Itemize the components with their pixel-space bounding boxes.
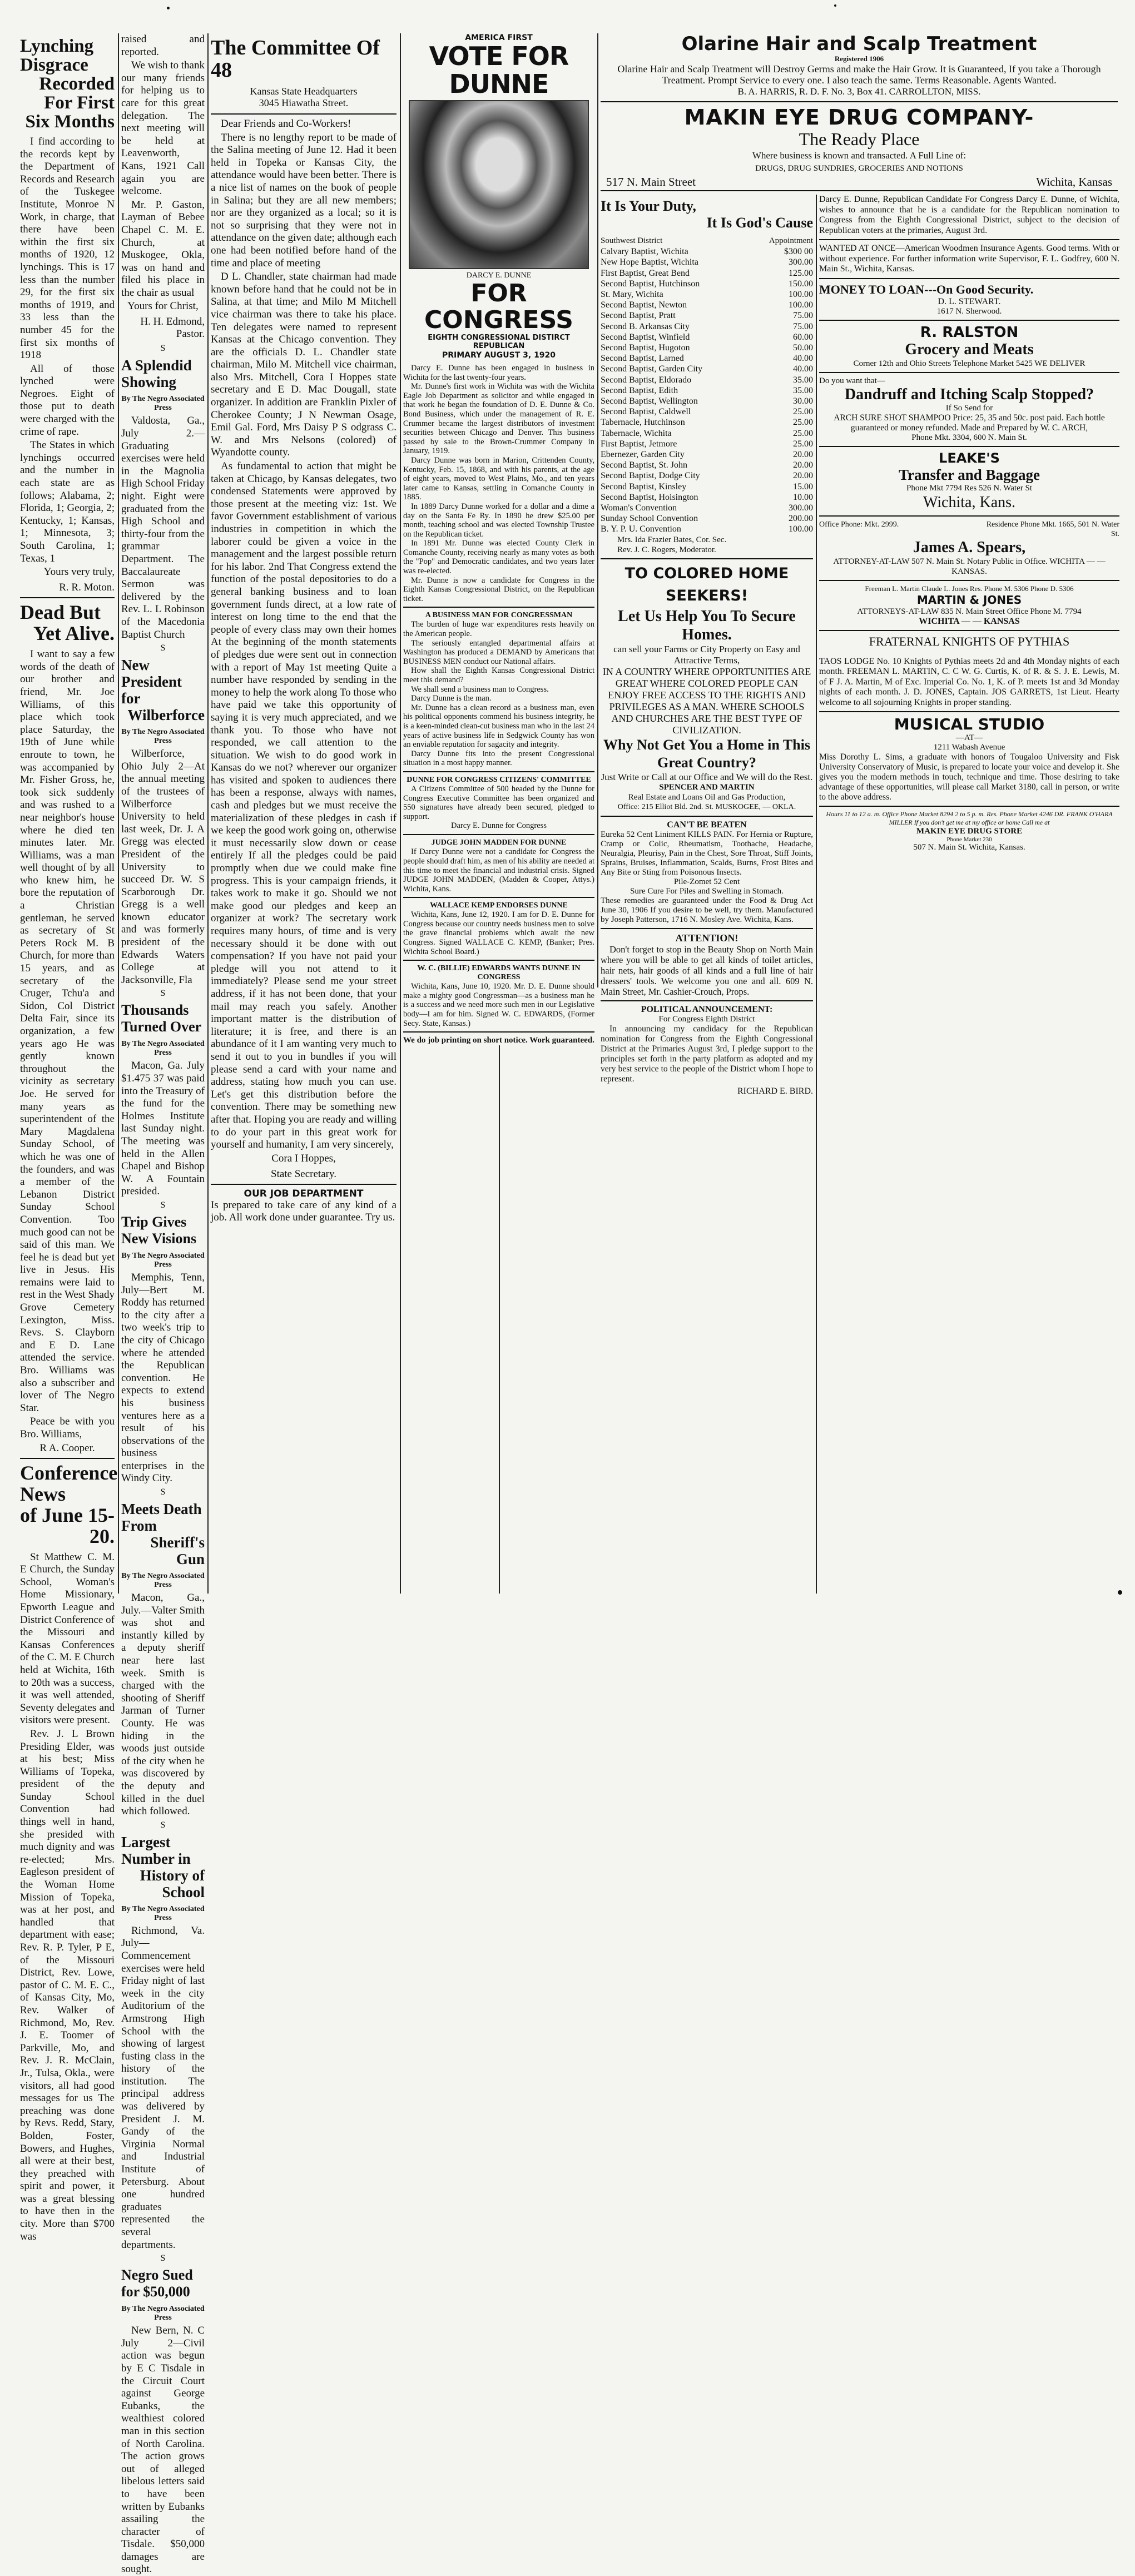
paragraph: A Citizens Committee of 500 headed by the Dunne for Congress Executive Committee has been organized and 550 signatures have already been secured, pledged to support.	[403, 784, 594, 821]
list-item	[601, 385, 813, 396]
list-item	[601, 257, 813, 267]
amount: 25.00	[793, 407, 813, 417]
divider	[819, 278, 1119, 279]
olarine-text: Olarine Hair and Scalp Treatment will Destroy Germs and make the Hair Grow. It is Guaranteed, If you take a Thorough Treatment. Prompt Service to every one. I also teach the same. Terms Reasonable. Agents Wanted.	[617, 63, 1101, 86]
church-name: Second Baptist, Caldwell	[601, 407, 691, 417]
divider	[819, 515, 1119, 517]
political-text: In announcing my candidacy for the Republican nomination for Congress from the Eighth Congressional District at the Primaries August 3rd, I pledge support to the principles set forth in the party platform as adopted and my very best service to the people of the District whom I hope to represent.	[601, 1024, 813, 1084]
ad-title: It Is Your Duty, It Is God's Cause	[601, 198, 813, 231]
paragraph: Valdosta, Ga., July 2.—Graduating exercises were held in the Magnolia High School Friday night. Eight were graduated from the High School and thirty-four from the grammar Department. The Baccalaureate Sermon was delivered by the Rev. L. L Robinson of the Macedonia Baptist Church	[121, 415, 205, 641]
divider	[403, 960, 594, 961]
dandruff-send: If So Send for	[945, 403, 993, 413]
makin-line: DRUGS, DRUG SUNDRIES, GROCERIES AND NOTIONS	[755, 164, 963, 173]
church-name: Second Baptist, Wellington	[601, 396, 698, 406]
spencer-office: Office: 215 Elliot Bld. 2nd. St. MUSKOGEE, — OKLA.	[617, 802, 796, 811]
church-name: Second Baptist, Hutchinson	[601, 279, 700, 289]
list-header: Southwest District Appointment	[601, 236, 813, 245]
dunne-announcement: Darcy E. Dunne, Republican Candidate For Congress Darcy E. Dunne, of Wichita, wishes to announce that he is a candidate for the Republican nomination to Congress from the Eighth Congressional District, subject to the decision of Republican voters at the primaries, August 3rd.	[819, 195, 1119, 235]
amount: 300.00	[789, 503, 813, 513]
miller-phone: Phone Market 230	[946, 836, 992, 843]
church-name: Tabernacle, Wichita	[601, 428, 672, 438]
appointment-list	[601, 246, 813, 534]
colored-home-p1: can sell your Farms or City Property on Easy and Attractive Terms,	[613, 643, 800, 666]
separator: S	[160, 1200, 166, 1210]
byline: By The Negro Associated Press	[121, 395, 205, 413]
paragraph: I find according to the records kept by the Department of Records and Research of the Tuskegee Institute, Monroe N Work, in charge, that there have been within the first six months of 1920, 12 lynchings. This is 17 less than the number 29, for the first six months of 1919, and 33 less than the number 45 for the first six months of 1918	[20, 136, 115, 361]
dandruff-text: ARCH SURE SHOT SHAMPOO Price: 25, 35 and 50c. post paid. Each bottle guaranteed or money refunded. Made and Prepared by W. C. ARCH,	[834, 413, 1105, 433]
signature: Darcy E. Dunne for Congress	[451, 821, 547, 831]
makin-title: MAKIN EYE DRUG COMPANY-	[684, 105, 1034, 130]
church-name: First Baptist, Great Bend	[601, 268, 690, 278]
amount: 20.00	[793, 471, 813, 481]
signature: RICHARD E. BIRD.	[737, 1086, 813, 1096]
amount: 30.00	[793, 396, 813, 406]
dunne-bio: Darcy E. Dunne has been engaged in business in Wichita for the last twenty-four years. Mr. Dunne's first work in Wichita was with the Wichita Eagle Job Department as solicitor and while engaged in that work he began the foundation of D. E. Dunne & Co. Bond Business, which under the management of R. E. Crummer became the largest distributors of investment securities between Chicago and Denver. This business passed by sale to the Brown-Crummer Company in January, 1919. Darcy Dunne was born in Marion, Crittenden County, Kentucky, Feb. 15, 1868, and with his parents, at the age of eight years, moved to West Plains, Mo., and ten years later came to Kansas, settling in Comanche County in 1885. In 1889 Darcy Dunne worked for a dollar and a dime a day on the Santa Fe Ry. In 1890 he drew $25.00 per month, teaching school and was elected Township Trustee on the Republican ticket. In 1891 Mr. Dunne was elected County Clerk in Comanche County, receiving nearly as many votes as both the "Pop" and Democratic candidates, and two years later was re-elected. Mr. Dunne is now a candidate for Congress in the Eighth Kansas Congressional District, on the Republican ticket.	[403, 364, 594, 603]
amount: 15.00	[793, 482, 813, 492]
article-title: Lynching Disgrace Recorded For First Six Months	[20, 36, 115, 132]
byline: By The Negro Associated Press	[121, 1904, 205, 1922]
list-item	[601, 332, 813, 343]
section-title: WALLACE KEMP ENDORSES DUNNE	[430, 901, 568, 910]
divider	[819, 580, 1119, 581]
paragraph: We wish to thank our many friends for helping us to care for this great delegation. The next meeting will be held at Leavenworth, Kans, 1921 Call again you are welcome.	[121, 59, 205, 197]
pile-text: Sure Cure For Piles and Swelling in Stomach.	[630, 886, 784, 896]
church-name: Second Baptist, St. John	[601, 460, 688, 470]
paragraph: D L. Chandler, state chairman had made known before hand that he could not be in Salina, at that time; and Milo M Mitchell vice chairman was there to take his place. Ten delegates were named to represent Kansas at the Chicago convention. They are the officials D. L. Chandler state chairman, Milo M. Mitchell vice chairman, also Mrs. Mitchell, Cora I Hoppes state secretary and E D. Mac Dougall, state organizer. In addition are Franklin Pixler of Cherokee County; J N Newman Osage, Emil Gal. Ford, Mrs Daisy P S odgrass C. W. and Mrs Nelsons (colored) of Wyandotte county.	[211, 271, 396, 459]
amount: 20.00	[793, 450, 813, 460]
list-item	[601, 321, 813, 332]
miller-text: Hours 11 to 12 a. m. Office Phone Market 8294 2 to 5 p. m. Res. Phone Market 4246 DR. FRANK O'HARA MILLER If you don't get me at my office or home Call me at	[826, 810, 1113, 826]
pile-title: Pile-Zomet 52 Cent	[673, 877, 740, 886]
paragraph: New Bern, N. C July 2—Civil action was begun by E C Tisdale in the Circuit Court against George Eubanks, the wealthiest colored man in this section of North Carolina. The action grows out of alleged libelous letters said to have been written by Eubanks assailing the character of Tisdale. $50,000 damages are sought.	[121, 2325, 205, 2575]
article-dead-but-alive	[20, 602, 115, 1454]
amount: 35.00	[793, 375, 813, 385]
paragraph: raised and reported.	[121, 33, 205, 58]
job-printing-ad: We do job printing on short notice. Work guaranteed.	[403, 1036, 594, 1045]
martin-text: ATTORNEYS-AT-LAW 835 N. Main Street Office Phone M. 7794	[857, 607, 1082, 616]
paragraph: Wilberforce, Ohio July 2—At the annual meeting of the trustees of Wilberforce University to held last week, Dr. J. A Gregg was elected President of the University to succeed Dr. W. S Scarborough Dr. Gregg is a well known educator and was formerly president of the Edwards Waters College at Jacksonville, Fla	[121, 748, 205, 986]
byline: By The Negro Associated Press	[121, 1572, 205, 1590]
column-5	[601, 195, 813, 1599]
church-name: Second Baptist, Hoisington	[601, 492, 698, 502]
divider	[601, 558, 813, 559]
paragraph: There is no lengthy report to be made of the Salina meeting of June 12. Had it been held in Topeka or Kansas City, the attendance would have been better. There is a nice list of names on the book of people in Salina; but they are all new members; nor are they organized as a local; so it is not so surprising that they were not in attendance on the given date; although each one had been notified before hand of the time and place of meeting	[211, 131, 396, 269]
divider	[819, 320, 1119, 321]
vote-headline: VOTE FOR DUNNE	[429, 41, 569, 99]
print-speck	[167, 7, 170, 9]
list-item	[601, 279, 813, 289]
amount: 25.00	[793, 428, 813, 438]
amount: 20.00	[793, 460, 813, 470]
political-sub: For Congress Eighth District	[658, 1014, 755, 1024]
makin-address-row: 517 N. Main Street Wichita, Kansas	[606, 175, 1112, 188]
article-title: A Splendid Showing	[121, 357, 192, 391]
amount: 60.00	[793, 332, 813, 342]
ralston-sub: Grocery and Meats	[905, 340, 1034, 358]
divider	[403, 897, 594, 898]
list-item	[601, 503, 813, 513]
list-item	[601, 343, 813, 353]
candidate-portrait	[409, 100, 589, 269]
divider	[211, 1184, 396, 1185]
article-title: Largest Number in History of School	[121, 1833, 205, 1900]
divider	[403, 607, 594, 608]
spears-title: James A. Spears,	[913, 538, 1026, 556]
paragraph: As fundamental to action that might be taken at Chicago, by Kansas delegates, two condensed Statements were approved by those present at the meeting viz: 1st. We favor Government establishment of various industries in competition in which the laborer could be given a voice in the management and the largest possible return for his labor. 2nd That Congress extend the function of the postal depositories to do a general banking business and to loan government funds direct, at a low rate of interest on long time to the end that the people of every class may own their homes At the beginning of the month statements of pledges due were sent out in connection with a report of May 1st meeting Quite a number have responded by sending in the money to help the work along To those who have paid we take this opportunity of saying it is very much appreciated, and we thank you. To those who have not responded, we call attention to the situation. We wish to do good work in Kansas do we not? wherever our organizer has visited and spoken to audiences there has been a response, always with names, cash and pledges but we must receive the materialization of these pledges in cash if we keep the good work going on, otherwise it must necessarily slow down or cease entirely If all the pledges could be paid promptly when due we could make fine progress. This is your campaign friends, it takes work to make it go. Should we not make good our pledges and keep an organizer at work? The secretary work requires many hours, of time and is very necessary should it be done with out compensation? If you have not paid your pledge will you not attend to it immediately? Please send me your street address, if it has not been done, that your mail may reach you safely. Another important matter is the distribution of literature; it is free, and there is an abundance of it I am wanting very much to send it out to you in bundles if you will please send a card with your name and address, stating how much you can use. Let's get this distribution before the convention. There may be something new after that. Hoping you are ready and willing to do your part in this great work for yourself and humanity, I am very sincerely,	[211, 460, 396, 1151]
column-2	[121, 33, 205, 2575]
kp-title: FRATERNAL KNIGHTS OF PYTHIAS	[869, 634, 1070, 648]
spears-phones: Office Phone: Mkt. 2999. Residence Phone Mkt. 1665, 501 N. Water St.	[819, 520, 1119, 538]
list-footer: Rev. J. C. Rogers, Moderator.	[617, 545, 716, 554]
ralston-title: R. RALSTON	[920, 324, 1019, 341]
music-text: Miss Dorothy L. Sims, a graduate with honors of Tougaloo University and Fisk University Conservatory of Music, is prepared to locate your voice and develop it. She gives you the modern methods in touch, technique and time. Those desiring to take advantage of these opportunities, will please call Market 3180, call in person, or write to the above address.	[819, 752, 1119, 802]
amount: $300 00	[784, 247, 813, 257]
article-title: Dead But Yet Alive.	[20, 601, 115, 645]
list-item	[601, 492, 813, 503]
dandruff-title: Dandruff and Itching Scalp Stopped?	[844, 385, 1094, 403]
list-item	[601, 460, 813, 470]
leake-city: Wichita, Kans.	[923, 493, 1016, 511]
paragraph: Wichita, Kans, June 10, 1920. Mr. D. E. Dunne should make a mighty good Congressman—as a business man he is a success and we need more such men in our Legislative body—I am for him. Signed W. C. EDWARDS, (Former Secy. State, Kansas.)	[403, 982, 594, 1028]
separator: S	[160, 643, 166, 653]
job-department-text: Is prepared to take care of any kind of a job. All work done under guarantee. Try us.	[211, 1199, 396, 1224]
signature: R. R. Moton.	[59, 582, 115, 594]
church-name: Tabernacle, Hutchinson	[601, 418, 685, 428]
church-name: Second Baptist, Dodge City	[601, 471, 700, 481]
church-name: Second Baptist, Kinsley	[601, 482, 687, 492]
article-title: New President for Wilberforce	[121, 657, 205, 724]
divider	[601, 1000, 813, 1001]
portrait-caption: DARCY E. DUNNE	[466, 271, 532, 280]
ad-title: CAN'T BE BEATEN	[667, 820, 747, 830]
attention-text: Don't forget to stop in the Beauty Shop on North Main where you will be able to get all kinds of toilet articles, hair nets, hair goods of all kinds and a full line of hair dressers' tools. We welcome you one and all. 609 N. Main Street, Mr. Cashier-Crouch, Props.	[601, 944, 813, 997]
list-item	[601, 364, 813, 374]
church-name: Sunday School Convention	[601, 514, 698, 524]
column-rule	[207, 33, 209, 1594]
paragraph: I want to say a few words of the death of our brother and friend, Mr. Joe Williams, of this place which took place Saturday, the 19th of June while enroute to town, he was accompanied by Mr. Fisher Gross, he, took sick suddenly and was rushed to a near neighbor's house where he died ten minutes later. Mr. Williams, was a man well thought of by all who knew him, he bore the reputation of a Christian gentleman, he served as secretary of St Peters Rock M. B Church, for more than 15 years, and as secretary of the Cruger, Tchu'a and Sidon, Col District Delta Fair, since its organization, a few years ago He was gently known throughout the vicinity as secretary Joe. He served for many years as superintendent of the Mary Magdalena Sunday School, of which he was one of the founders, and was a member of the Lebanon District Sunday School Convention. Too much good can not be said of this man. We feel he is dead but yet live in Jesus. His remains were laid to rest in the West Shady Grove Cemetery Lexington, Miss. Revs. S. Clayborn and E D. Lane attended the service. Bro. Williams was also a subscriber and lover of The Negro Star.	[20, 648, 115, 1414]
paragraph: Mr. P. Gaston, Layman of Bebee Chapel C. M. E. Church, at Muskogee, Okla, was on hand and filed his place in the chair as usual	[121, 198, 205, 299]
colored-home-p2: Just Write or Call at our Office and We will do the Rest.	[601, 771, 813, 782]
church-name: Second Baptist, Larned	[601, 354, 684, 364]
column-rule	[118, 33, 119, 1594]
separator: S	[160, 1820, 166, 1830]
church-name: Second Baptist, Hugoton	[601, 343, 690, 353]
list-item	[601, 482, 813, 492]
amount: 100.00	[789, 300, 813, 310]
signature: H. H. Edmond, Pastor.	[140, 316, 205, 340]
colored-home-question: Why Not Get You a Home in This Great Country?	[603, 736, 810, 771]
church-name: Second Baptist, Newton	[601, 300, 687, 310]
spears-text: ATTORNEY-AT-LAW 507 N. Main St. Notary Public in Office. WICHITA — — KANSAS.	[833, 557, 1106, 576]
ralston-text: Corner 12th and Ohio Streets Telephone Market 5425 WE DELIVER	[853, 359, 1086, 368]
amount: 40.00	[793, 354, 813, 364]
list-item	[601, 268, 813, 279]
signature: R A. Cooper.	[39, 1442, 95, 1454]
list-item	[601, 310, 813, 321]
paragraph: Memphis, Tenn, July—Bert M. Roddy has returned to the city after a two week's trip to the city of Chicago where he attended the Republican convention. He expects to extend his business ventures here as a result of his observations of the business enterprises in the Windy City.	[121, 1271, 205, 1485]
amount: 100.00	[789, 290, 813, 300]
divider	[403, 1031, 594, 1033]
dandruff-pre: Do you want that—	[819, 376, 885, 385]
amount: 200.00	[789, 514, 813, 524]
divider	[819, 806, 1119, 807]
article-title: Negro Sued for $50,000	[121, 2267, 193, 2300]
byline: By The Negro Associated Press	[121, 728, 205, 746]
district: EIGHTH CONGRESSIONAL DISTIRCT REPUBLICAN	[428, 334, 570, 350]
leake-sub: Transfer and Baggage	[898, 466, 1040, 483]
article-title: Thousands Turned Over	[121, 1002, 202, 1035]
list-item	[601, 417, 813, 428]
paragraph: Richmond, Va. July—Commencement exercises were held Friday night of last week in the city Auditorium of the Armstrong High School with the showing of largest fusting class in the history of the institution. The principal address was delivered by President J. M. Gandy of the Virginia Normal and Industrial Institute of Petersburg. About one hundred graduates represented the several departments.	[121, 1924, 205, 2251]
paragraph: Dear Friends and Co-Workers!	[221, 118, 351, 130]
congress-headline: FOR CONGRESS	[424, 279, 573, 334]
divider	[20, 597, 115, 598]
article-title: Conference News of June 15-20.	[20, 1461, 118, 1547]
list-item	[601, 246, 813, 257]
print-speck	[834, 4, 836, 7]
miller-address: 507 N. Main St. Wichita, Kansas.	[913, 843, 1025, 852]
article-title: Meets Death From Sheriff's Gun	[121, 1501, 205, 1568]
section-title: W. C. (BILLIE) EDWARDS WANTS DUNNE IN CONGRESS	[417, 964, 581, 982]
column-6	[819, 195, 1119, 1599]
amount: 35.00	[793, 385, 813, 395]
column-rule	[400, 33, 401, 1594]
section-title: A BUSINESS MAN FOR CONGRESSMAN	[425, 611, 573, 620]
address: Kansas State Headquarters	[250, 86, 358, 97]
signature: Yours very truly,	[43, 566, 115, 578]
amount: 125.00	[789, 268, 813, 278]
martin-city: WICHITA — — KANSAS	[919, 616, 1020, 626]
amount: 100.00	[789, 524, 813, 534]
divider	[819, 239, 1119, 240]
signature: 1617 N. Sherwood.	[936, 306, 1002, 316]
amount: 25.00	[793, 418, 813, 428]
separator: S	[160, 1487, 166, 1497]
signature: Yours for Christ,	[127, 300, 199, 312]
amount: 40.00	[793, 364, 813, 374]
separator: S	[160, 2254, 166, 2264]
church-name: Second B. Arkansas City	[601, 321, 690, 331]
slogan: AMERICA FIRST	[465, 33, 533, 42]
leake-phone: Phone Mkt 7794 Res 526 N. Water St	[906, 483, 1032, 493]
list-item	[601, 375, 813, 385]
separator: S	[160, 344, 166, 354]
divider	[211, 113, 396, 115]
makin-text: Where business is known and transacted. A Full Line of:	[752, 150, 967, 161]
colored-home-title: TO COLORED HOME SEEKERS!	[625, 564, 789, 604]
church-name: First Baptist, Jetmore	[601, 439, 677, 449]
column-rule	[597, 33, 598, 987]
divider	[601, 928, 813, 929]
paragraph: If Darcy Dunne were not a candidate for Congress the people should draft him, as men of his ability are needed at this time to meet the financial and industrial crisis. Signed JUDGE JOHN MADDEN, (Madden & Cooper, Attys.) Wichita, Kans.	[403, 847, 594, 894]
music-at: —AT—	[955, 733, 983, 742]
list-item	[601, 406, 813, 417]
article-lynching	[20, 37, 115, 594]
amount: 25.00	[793, 439, 813, 449]
paragraph: Rev. J. L Brown Presiding Elder, was at his best; Miss Williams of Topeka, president of the Sunday School Convention had things well in hand, she presided with much dignity and was re-elected; Mrs. Eagleson president of the Woman Home Mission of Topeka, was at her post, and handled that department with ease; Rev. R. P. Tyler, P E, of the Missouri District, Rev. Lowe, pastor of C. M. E. C., of Kansas City, Mo, Rev. Walker of Richmond, Mo, Rev. J. E. Toomer of Parkville, Mo, and Rev. J. R. McClain, Jr., Tulsa, Okla., were visitors, all had good messages for us The preaching was done by Revs. Redd, Stary, Bolden, Foster, Bowers, and Hughes, all were at their best, they preached with spirit and power, it was a great blessing to have then in the city. More than $700 was	[20, 1728, 115, 2242]
divider	[819, 711, 1119, 712]
divider	[819, 630, 1119, 631]
divider	[403, 834, 594, 835]
column-3	[211, 33, 396, 1599]
church-name: Woman's Convention	[601, 503, 677, 513]
church-name: B. Y. P. U. Convention	[601, 524, 681, 534]
spencer-martin: SPENCER AND MARTIN	[659, 782, 755, 792]
byline: By The Negro Associated Press	[121, 2305, 205, 2322]
list-footer: Mrs. Ida Frazier Bates, Cor. Sec.	[617, 535, 727, 544]
list-item	[601, 470, 813, 481]
amount: 10.00	[793, 492, 813, 502]
paragraph: Peace be with you Bro. Williams,	[20, 1416, 115, 1440]
list-item	[601, 300, 813, 310]
divider	[819, 446, 1119, 447]
paragraph: Macon, Ga. July $1.475 37 was paid into the Treasury of the fund for the Holmes Institute last Sunday night. The meeting was held in the Allen Chapel and Bishop W. A Fountain presided.	[121, 1060, 205, 1198]
music-address: 1211 Wabash Avenue	[933, 743, 1005, 752]
colored-home-sub: Let Us Help You To Secure Homes.	[618, 607, 796, 643]
article-title: Trip Gives New Visions	[121, 1213, 197, 1247]
divider	[403, 771, 594, 772]
ad-title: ATTENTION!	[675, 932, 739, 944]
kp-text: TAOS LODGE No. 10 Knights of Pythias meets 2d and 4th Monday nights of each month. FREEMAN L. MARTIN, C. C W. G. Curtis, K. of R. & S. J. E. Lewis, M. of F J. A. Martin, M of Exc. Imperial Co. No. 1, K. of P. meets 1st and 3d Monday nights of each month. J. D. JONES, Captain. JOS GARRETS, 1st Lieut. Hearty welcome to all sojourning Knights in proper standing.	[819, 656, 1119, 707]
top-right-ads	[601, 33, 1118, 188]
list-item	[601, 428, 813, 439]
paragraph: St Matthew C. M. E Church, the Sunday School, Woman's Home Missionary, Epworth League and District Conference of the Missouri and Kansas Conferences of the C. M. E Church held at Wichita, 16th to 20th was a success, it was well attended, Seventy delegates and visitors were present.	[20, 1551, 115, 1726]
makin-subtitle: The Ready Place	[799, 129, 920, 149]
divider	[819, 372, 1119, 373]
amount: 50.00	[793, 343, 813, 353]
church-name: Calvary Baptist, Wichita	[601, 247, 688, 257]
list-item	[601, 513, 813, 524]
list-item	[601, 439, 813, 449]
signature: D. L. STEWART.	[938, 296, 1001, 306]
leake-title: LEAKE'S	[939, 450, 1000, 466]
pile-guarantee: These remedies are guaranteed under the Food & Drug Act June 30, 1906 If you desire to be well, try them. Manufactured by Joseph Patterson, 1716 N. Mosley Ave. Wichita, Kans.	[601, 896, 813, 924]
olarine-title: Olarine Hair and Scalp Treatment	[681, 33, 1037, 55]
amount: 300.00	[789, 257, 813, 267]
byline: By The Negro Associated Press	[121, 1251, 205, 1269]
amount: 75.00	[793, 311, 813, 321]
article-title: The Committee Of 48	[211, 36, 380, 82]
olarine-registered: Registered 1906	[834, 54, 884, 63]
church-name: New Hope Baptist, Wichita	[601, 257, 698, 267]
paragraph: All of those lynched were Negroes. Eight of those put to death were charged with the crime of rape.	[20, 363, 115, 438]
church-name: Second Baptist, Winfield	[601, 332, 690, 342]
divider	[601, 816, 813, 817]
separator: S	[160, 989, 166, 999]
primary-date: PRIMARY AUGUST 3, 1920	[442, 351, 556, 360]
church-name: St. Mary, Wichita	[601, 290, 663, 300]
job-department-title: OUR JOB DEPARTMENT	[244, 1188, 364, 1199]
money-loan-title: MONEY TO LOAN---On Good Security.	[819, 282, 1034, 296]
byline: By The Negro Associated Press	[121, 1040, 205, 1058]
church-name: Second Baptist, Garden City	[601, 364, 703, 374]
ad-title: POLITICAL ANNOUNCEMENT:	[641, 1004, 773, 1014]
address: 3045 Hiawatha Street.	[259, 97, 349, 108]
liniment-text: Eureka 52 Cent Liniment KILLS PAIN. For Hernia or Rupture, Cramp or Colic, Rheumatism, Toothache, Headache, Neuralgia, Pleurisy, Pain in the Chest, Sore Throat, Stiff Joints, Sprains, Bruises, Inflammation, Scalds, Burns, Frost Bites and Any Bite or Sting from Poisonous Insects.	[601, 830, 813, 877]
amount: 150.00	[789, 279, 813, 289]
column-1	[20, 33, 118, 2242]
print-speck	[1118, 1590, 1122, 1595]
wanted-ad: WANTED AT ONCE—American Woodmen Insurance Agents. Good terms. With or without experience. For further information write Supervisor, F. L. Godfrey, 600 N. Main St., Wichita, Kansas.	[819, 244, 1119, 274]
church-name: Ebernezer, Garden City	[601, 450, 685, 460]
column-rule	[816, 195, 817, 1594]
list-item	[601, 353, 813, 364]
divider	[20, 1458, 115, 1459]
section-title: DUNNE FOR CONGRESS CITIZENS' COMMITTEE	[407, 775, 591, 784]
olarine-address: B. A. HARRIS, R. D. F. No. 3, Box 41. CARROLLTON, MISS.	[737, 86, 981, 97]
list-item	[601, 396, 813, 406]
signature: State Secretary.	[271, 1168, 336, 1180]
article-conference-news	[20, 1461, 118, 2244]
signature: Cora I Hoppes,	[271, 1152, 336, 1164]
list-item	[601, 289, 813, 300]
miller-store: MAKIN EYE DRUG STORE	[916, 827, 1023, 836]
colored-home-caps: IN A COUNTRY WHERE OPPORTUNITIES ARE GREAT WHERE COLORED PEOPLE CAN ENJOY FREE ACCESS TO THE RIGHTS AND PRIVILEGES AS A MAN. WHERE SCHOOLS AND CHURCHES ARE THE BEST TYPE OF CIVILIZATION.	[602, 666, 811, 736]
divider	[601, 101, 1118, 102]
amount: 75.00	[793, 321, 813, 331]
paragraph: Wichita, Kans, June 12, 1920. I am for D. E. Dunne for Congress because our country needs business men to solve the grave financial problems which await the new Congress. Signed WALLACE C. KEMP, (Banker; Pres. Wichita School Board.)	[403, 910, 594, 956]
spencer-sub: Real Estate and Loans Oil and Gas Production,	[628, 792, 786, 802]
column-4-dunne	[403, 33, 594, 1599]
church-name: Second Baptist, Pratt	[601, 311, 676, 321]
list-item	[601, 449, 813, 460]
dandruff-address: Phone Mkt. 3304, 600 N. Main St.	[911, 433, 1027, 442]
list-item	[601, 524, 813, 534]
martin-title: MARTIN & JONES	[916, 593, 1022, 607]
martin-small: Freeman L. Martin Claude L. Jones Res. Phone M. 5306 Phone D. 5306	[865, 584, 1074, 593]
music-title: MUSICAL STUDIO	[894, 715, 1045, 733]
church-name: Second Baptist, Edith	[601, 385, 678, 395]
church-name: Second Baptist, Eldorado	[601, 375, 692, 385]
paragraph: The States in which lynchings occurred and the number in each state are as follows; Alabama, 2; Florida, 1; Georgia, 2; Kentucky, 1; Kansas, 1; Minnesota, 3; South Carolina, 1; Texas, 1	[20, 439, 115, 564]
business-man-text: The burden of huge war expenditures rests heavily on the American people. The seriously entangled departmental affairs at Washington has produced a DEMAND by Americans that BUSINESS MEN conduct our National affairs. How shall the Eighth Kansas Congressional District meet this demand? We shall send a business man to Congress. Darcy Dunne is the man. Mr. Dunne has a clean record as a business man, even his political opponents commend his business integrity, he is a keen-minded clean-cut business man who in the last 24 years of active business life in Sedgwick County has won an enviable reputation for sagacity and integrity. Darcy Dunne fits into the present Congressional situation in a most happy manner.	[403, 620, 594, 768]
section-title: JUDGE JOHN MADDEN FOR DUNNE	[431, 838, 567, 847]
divider	[601, 190, 1118, 191]
paragraph: Macon, Ga., July.—Valter Smith was shot and instantly killed by a deputy sheriff near here last week. Smith is charged with the shooting of Sheriff Jarman of Turner County. He was hiding in the woods just outside of the city when he was discovered by the deputy and killed in the duel which followed.	[121, 1592, 205, 1818]
